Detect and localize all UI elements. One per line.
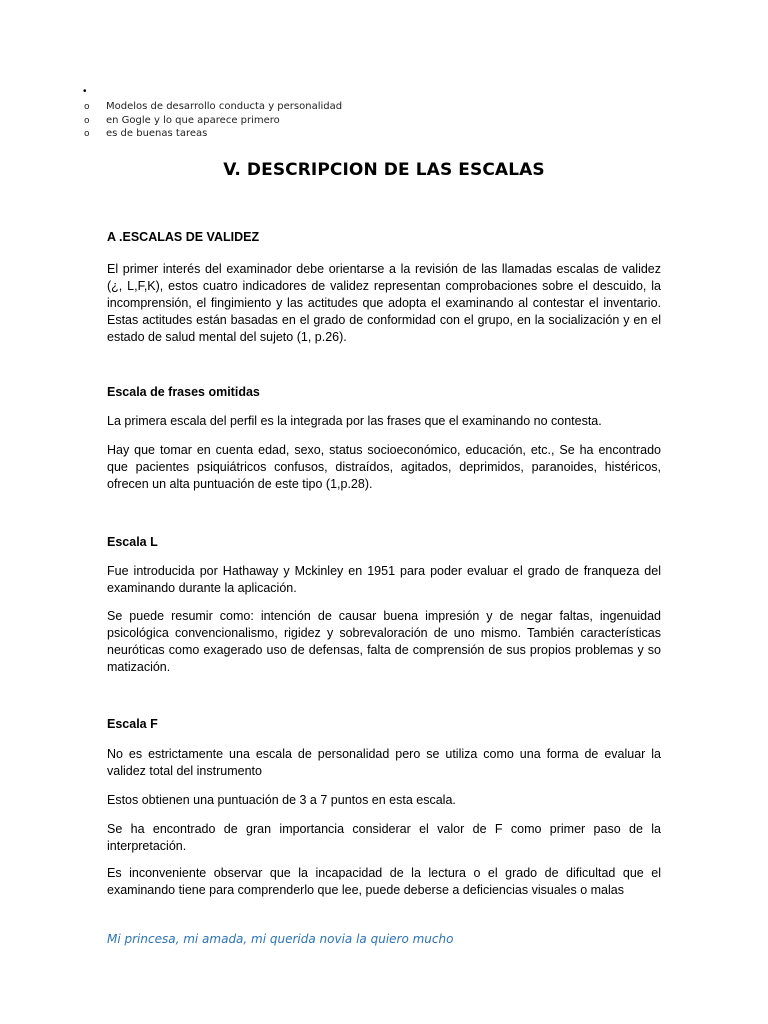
top-bullet: • — [83, 86, 87, 97]
paragraph: Hay que tomar en cuenta edad, sexo, status socioeconómico, educación, etc., Se ha encontrado que pacientes psiquiátricos confusos, distraídos, agitados, deprimidos, paranoides, histéricos, ofrecen un alta puntuación de este tipo (1,p.28). — [107, 443, 661, 491]
paragraph: Se ha encontrado de gran importancia considerar el valor de F como primer paso de la interpretación. — [107, 822, 661, 853]
section-heading-escala-l: Escala L — [107, 535, 158, 549]
list-item-text: Modelos de desarrollo conducta y personalidad — [106, 101, 343, 112]
paragraph: La primera escala del perfil es la integrada por las frases que el examinando no contesta. — [107, 414, 602, 428]
page-title: V. DESCRIPCION DE LAS ESCALAS — [223, 160, 545, 180]
list-item — [84, 114, 342, 128]
footer-note: Mi princesa, mi amada, mi querida novia la quiero mucho — [107, 932, 454, 946]
sub-bullet-list — [84, 100, 342, 141]
paragraph: Fue introducida por Hathaway y Mckinley en 1951 para poder evaluar el grado de franqueza del examinando durante la aplicación. — [107, 564, 661, 595]
list-item — [84, 100, 342, 114]
paragraph: Estos obtienen una puntuación de 3 a 7 puntos en esta escala. — [107, 793, 456, 807]
section-heading-escala-f: Escala F — [107, 717, 158, 731]
paragraph: No es estrictamente una escala de personalidad pero se utiliza como una forma de evaluar la validez total del instrumento — [107, 747, 661, 778]
list-item-text: en Gogle y lo que aparece primero — [106, 114, 280, 126]
section-heading-omitidas: Escala de frases omitidas — [107, 385, 260, 399]
paragraph: El primer interés del examinador debe orientarse a la revisión de las llamadas escalas de validez (¿, L,F,K), estos cuatro indicadores de validez representan comprobaciones sobre el descuido, la incomprensión, el fingimiento y las actitudes que adopta el examinando al contestar el inventario. Estas actitudes están basadas en el grado de conformidad con el grupo, en la socialización y en el estado de salud mental del sujeto (1, p.26). — [107, 262, 661, 344]
bullet-marker: o — [84, 129, 90, 139]
paragraph: Es inconveniente observar que la incapacidad de la lectura o el grado de dificultad que el examinando tiene para comprenderlo que lee, puede deberse a deficiencias visuales o malas — [107, 866, 661, 897]
bullet-marker: o — [84, 102, 90, 112]
list-item-text: es de buenas tareas — [106, 128, 208, 139]
section-heading-validez: A .ESCALAS DE VALIDEZ — [107, 230, 260, 244]
list-item — [84, 127, 342, 141]
bullet-marker: o — [84, 115, 90, 126]
paragraph: Se puede resumir como: intención de causar buena impresión y de negar faltas, ingenuidad psicológica convencionalismo, rigidez y sobrevaloración de uno mismo. También características neuróticas como exagerado uso de defensas, falta de comprensión de sus propios problemas y so matización. — [107, 609, 661, 674]
